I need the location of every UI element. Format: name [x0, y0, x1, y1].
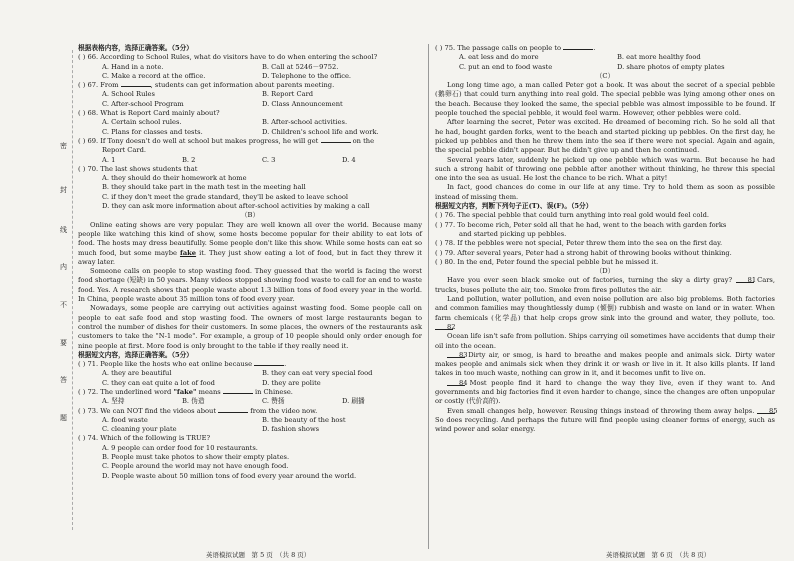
section-c-title: （C） — [595, 71, 615, 80]
option[interactable]: D. Telephone to the office. — [262, 71, 352, 80]
section-b-title: （B） — [240, 211, 260, 220]
options-row — [435, 63, 775, 72]
seal-line — [72, 50, 73, 530]
answer-blank-85[interactable] — [757, 406, 778, 415]
option[interactable]: B. Call at 5246－9752. — [262, 62, 339, 71]
question-70: ( ) 70. The last shows students that — [78, 164, 198, 173]
question-text: ( ) 73. We can NOT find the videos about — [78, 406, 217, 415]
column-divider — [428, 44, 429, 549]
question-text: in Chinese. — [254, 387, 293, 396]
answer-blank-82[interactable] — [435, 322, 456, 331]
section-d-title: （D） — [595, 267, 615, 276]
passage-d-paragraph: Ocean life isn't safe from pollution. Ships carrying oil sometimes have accidents that dump their oil into the ocean. — [435, 332, 775, 350]
passage-b-paragraph: Nowadays, some people are carrying out activities against wasting food. Some people call on people to eat safe food and stop wasting food. The owners of most large restaurants began to control the number of dishes for their customers. In some places, the owners of the restaurants ask customers to take the "N-1 mode". For example, a group of 10 people should only order enough for nine people at first. More food is only brought to the table if they really need it. — [78, 304, 422, 350]
option[interactable]: D. fashion shows — [262, 425, 320, 434]
question-77-cont: and started picking up pebbles. — [459, 229, 567, 238]
option[interactable]: D. share photos of empty plates — [617, 62, 725, 71]
question-text: on the — [352, 136, 375, 145]
question-71: ( ) 71. People like the hosts who eat online because . — [78, 360, 287, 369]
question-text: ( ) 67. From — [78, 81, 119, 90]
option[interactable]: C. cleaning your plate — [102, 425, 177, 434]
answer-blank[interactable] — [254, 360, 284, 366]
option[interactable]: B. 2 — [182, 155, 196, 164]
option[interactable]: B. the beauty of the host — [262, 415, 346, 424]
blank-number: 82 — [447, 322, 456, 331]
option[interactable]: A. Hand in a note. — [102, 62, 164, 71]
blank-number: 83 — [459, 350, 468, 359]
option[interactable]: C. Plans for classes and tests. — [102, 127, 203, 136]
option[interactable]: D. Children's school life and work. — [262, 127, 379, 136]
question-80: ( ) 80. In the end, Peter found the special pebble but he missed it. — [435, 257, 659, 266]
options-row — [78, 63, 422, 72]
right-column — [435, 44, 778, 544]
options-row — [78, 379, 422, 388]
question-78: ( ) 78. If the pebbles were not special, Peter threw them into the sea on the first day. — [435, 239, 723, 248]
answer-blank-83[interactable] — [447, 350, 468, 359]
question-74: ( ) 74. Which of the following is TRUE? — [78, 434, 211, 443]
option[interactable]: D. People waste about 50 million tons of food every year around the world. — [102, 471, 357, 480]
answer-blank-81[interactable] — [736, 276, 757, 285]
paragraph-text: Cars, trucks, buses pollute the air, too. Smoke from fires pollutes the air. — [435, 276, 775, 294]
passage-d-paragraph — [435, 351, 775, 379]
options-row — [435, 53, 775, 62]
question-67 — [78, 81, 422, 90]
passage-d-paragraph — [435, 295, 775, 332]
option[interactable]: A. 坚持 — [102, 397, 125, 406]
blank-number: 84 — [459, 378, 468, 387]
seal-char: 不 — [60, 301, 67, 309]
options-row — [78, 118, 422, 127]
seal-char: 封 — [60, 186, 67, 194]
option[interactable]: B. eat more healthy food — [617, 53, 701, 62]
page-footer-left: 英语模拟试题 第 5 页 （共 8 页） — [206, 551, 311, 559]
answer-blank[interactable] — [321, 137, 351, 143]
blank-number: 81 — [747, 276, 757, 285]
paragraph-text: Land pollution, water pollution, and even noise pollution are also big problems. Both factories and common families may thoughtlessly dump (倾倒) rubbish and waste on land or in water. When farm chemicals (化学品) that help crops grow sink into the ground and water, they pollute, too. — [435, 295, 775, 322]
option[interactable]: C. 3 — [262, 155, 276, 164]
paragraph-text: Dirty air, or smog, is hard to breathe and makes people and animals sick. Dirty water makes people and animals sick when they drink it or wash or live in it. It also kills plants. If land takes in too much waste, nothing can grow in it, and it becomes unfit to live on. — [435, 350, 775, 378]
paragraph-text: it. They just show eating a lot of food, but in fact they threw it away later. — [78, 248, 422, 266]
paragraph-text: Have you ever seen black smoke out of factories, turning the sky a dirty gray? — [447, 276, 733, 285]
paragraph-text: So does recycling. And perhaps the future will find people using cleaner forms of energy, such as wind power and solar energy. — [435, 415, 775, 434]
passage-b-paragraph: Someone calls on people to stop wasting food. They guessed that the world is facing the worst food shortage (短缺) in 50 years. Many videos stopped showing food waste to call for an end to waste food. Yes. A research shows that people waste about 1.3 billion tons of food every year in the world. In China, people waste about 35 million tons of food every year. — [78, 267, 422, 304]
seal-char: 内 — [60, 263, 67, 271]
answer-blank[interactable] — [121, 81, 151, 87]
passage-b-paragraph — [78, 221, 422, 267]
option[interactable]: A. they are beautiful — [102, 369, 172, 378]
question-69 — [78, 137, 422, 146]
seal-char: 要 — [60, 339, 67, 347]
option[interactable]: A. eat less and do more — [459, 53, 539, 62]
instruction: 根据短文内容，选择正确答案。（5分） — [78, 350, 193, 359]
option[interactable]: A. food waste — [102, 415, 148, 424]
option[interactable]: C. they can eat quite a lot of food — [102, 378, 215, 387]
underlined-word: fake — [179, 248, 197, 257]
option[interactable]: B. After-school activities. — [262, 118, 348, 127]
question-keyword: "fake" — [173, 387, 197, 396]
passage-c-paragraph: Several years later, suddenly he picked up one pebble which was warm. But because he had such a strong habit of throwing one pebble after another without thinking, he threw this special one into the sea as usual. He lost the chance to be rich. What a pity! — [435, 155, 775, 183]
option[interactable]: B. 伪造 — [182, 397, 205, 406]
option[interactable]: B. People must take photos to show their empty plates. — [102, 453, 290, 462]
instruction: 根据表格内容，选择正确答案。（5分） — [78, 44, 193, 52]
answer-blank[interactable] — [218, 407, 248, 413]
answer-blank[interactable] — [563, 44, 593, 50]
options-row — [78, 369, 422, 378]
option[interactable]: A. 9 people can order food for 10 restaurants. — [102, 443, 258, 452]
passage-d-paragraph — [435, 379, 775, 407]
answer-blank-84[interactable] — [447, 378, 468, 387]
option[interactable]: C. if they don't meet the grade standard, they'll be asked to leave school — [102, 192, 349, 201]
blank-number: 85 — [768, 406, 778, 415]
option[interactable]: C. Make a record at the office. — [102, 71, 206, 80]
option[interactable]: B. they should take part in the math test in the meeting hall — [102, 183, 306, 192]
passage-c-paragraph: In fact, good chances do come in our life at any time. Try to hold them as soon as possible instead of missing them. — [435, 183, 775, 201]
option[interactable]: D. Class Announcement — [262, 99, 343, 108]
question-73 — [78, 407, 422, 416]
options-row — [78, 397, 422, 406]
option[interactable]: B. they can eat very special food — [262, 369, 373, 378]
option[interactable]: D. 4 — [342, 155, 356, 164]
question-text: , students can get information about parents meeting. — [150, 81, 335, 90]
instruction: 根据短文内容，判断下列句子正(T)、误(F)。（5分） — [435, 202, 593, 211]
question-77: ( ) 77. To become rich, Peter sold all that he had, went to the beach with garden forks — [435, 220, 727, 229]
option[interactable]: C. put an end to food waste — [459, 62, 553, 71]
page-footer-right: 英语模拟试题 第 6 页 （共 8 页） — [606, 551, 711, 559]
option[interactable]: C. People around the world may not have enough food. — [102, 462, 289, 471]
question-69-cont: Report Card. — [102, 146, 147, 155]
option[interactable]: B. Report Card — [262, 90, 314, 99]
question-text: ( ) 72. The underlined word — [78, 387, 172, 396]
option[interactable]: A. 1 — [102, 155, 116, 164]
passage-c-paragraph: After learning the secret, Peter was excited. He dreamed of becoming rich. So he sold all that he had, bought garden forks, went to the beach and started picking up pebbles. On the first day, he picked up pebbles and then he threw them into the sea if there were not special. Again and again, the special pebble didn't appear. But he didn't give up and then he continued. — [435, 118, 775, 155]
seal-char: 答 — [60, 376, 67, 384]
option[interactable]: C. After-school Program — [102, 99, 184, 108]
options-row — [78, 156, 422, 165]
question-72 — [78, 388, 422, 397]
answer-blank[interactable] — [223, 388, 253, 394]
option[interactable]: D. 刷播 — [342, 397, 365, 406]
question-text: ( ) 71. People like the hosts who eat online because — [78, 360, 253, 369]
left-column — [78, 44, 422, 544]
options-row — [78, 128, 422, 137]
option[interactable]: D. they can ask more information about after-school activities by making a call — [102, 202, 370, 211]
paragraph-text: Even small changes help, however. Reusing things instead of throwing them away helps. — [447, 406, 755, 415]
options-row — [78, 425, 422, 434]
question-75: ( ) 75. The passage calls on people to . — [435, 44, 596, 52]
question-66: ( ) 66. According to School Rules, what do visitors have to do when entering the school? — [78, 53, 378, 62]
passage-d-paragraph — [435, 276, 775, 295]
question-text: ( ) 69. If Tony doesn't do well at school but makes progress, he will get — [78, 136, 319, 145]
paragraph-text: Most people find it hard to change the way they live, even if they want to. And governments and big factories find it even harder to change, since the changes are often unpopular or costly (代价高的). — [435, 378, 775, 406]
question-text: from the video now. — [250, 406, 318, 415]
passage-d-paragraph — [435, 406, 778, 435]
question-text: means — [198, 387, 221, 396]
question-79: ( ) 79. After several years, Peter had a strong habit of throwing books without thinking. — [435, 248, 732, 257]
seal-char: 密 — [60, 142, 67, 150]
passage-c-paragraph: Long long time ago, a man called Peter got a book. It was about the secret of a special pebble (鹅卵石) that could turn anything into real gold. The special pebble was lying among other ones on the beach. Because they looked the same, the special pebble was almost impossible to be found. If people touched the special pebble, it would feel warm. However, other pebbles were cold. — [435, 81, 775, 118]
option[interactable]: C. 赞扬 — [262, 397, 285, 406]
seal-char: 题 — [60, 414, 67, 422]
seal-char: 线 — [60, 226, 67, 234]
question-text: ( ) 75. The passage calls on people to — [435, 44, 562, 52]
question-68: ( ) 68. What is Report Card mainly about? — [78, 109, 220, 118]
question-76: ( ) 76. The special pebble that could turn anything into real gold would feel cold. — [435, 211, 709, 220]
option[interactable]: A. Certain school rules. — [102, 118, 182, 127]
options-row — [78, 416, 422, 425]
option[interactable]: A. School Rules — [102, 90, 155, 99]
option[interactable]: A. they should do their homework at home — [102, 174, 247, 183]
paragraph-text: Online eating shows are very popular. They are well known all over the world. Because many people like watching this kind of show, some hosts become popular for their ability to eat lots of food. The hosts may dress beautifully. Some people don't like this show. While some hosts can eat so much food, but some maybe — [78, 220, 422, 257]
option[interactable]: D. they are polite — [262, 378, 321, 387]
options-row — [78, 100, 422, 109]
options-row — [78, 72, 422, 81]
options-row — [78, 90, 422, 99]
